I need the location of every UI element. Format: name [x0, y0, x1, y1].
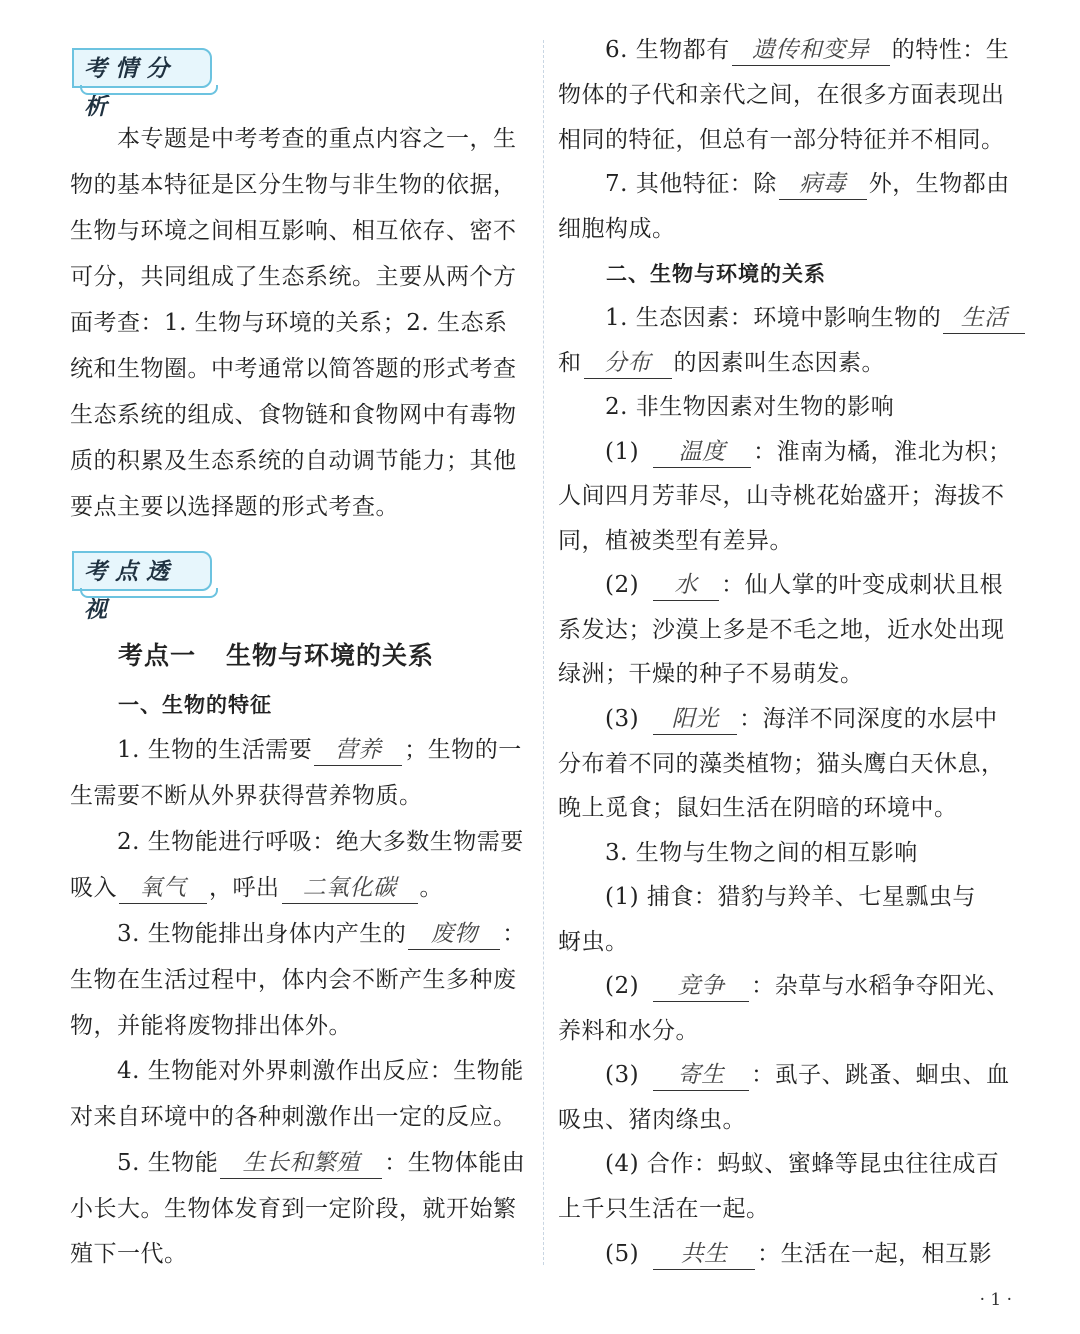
intro-line: 本专题是中考考查的重点内容之一，生: [117, 126, 517, 152]
biotic-5: (5) 共生 ：生活在一起，相互影: [558, 1231, 992, 1277]
topic-label: 考点一: [118, 641, 197, 670]
answer-blank: 水: [653, 570, 719, 601]
factor-1-line2: 和 分布 的因素叫生态因素。: [558, 340, 885, 386]
item-3: 3. 生物能排出身体内产生的 废物 ：: [70, 911, 526, 957]
biotic-1: (1) 捕食：猎豹与羚羊、七星瓢虫与: [605, 884, 976, 910]
intro-line: 面考查：1. 生物与环境的关系；2. 生态系: [70, 310, 508, 336]
item-3-line3: 物，并能将废物排出体外。: [70, 1013, 352, 1039]
answer-blank: 废物: [408, 919, 500, 950]
item-5: 5. 生物能 生长和繁殖 ：生物体能由: [70, 1140, 525, 1186]
biotic-1-line2: 蚜虫。: [558, 929, 629, 955]
item-2-line2: 吸入 氧气 ，呼出 二氧化碳 。: [70, 865, 443, 911]
biotic-2-line2: 养料和水分。: [558, 1018, 699, 1044]
item-6-line2: 物体的子代和亲代之间，在很多方面表现出: [558, 82, 1005, 108]
item-4-line2: 对来自环境中的各种刺激作出一定的反应。: [70, 1104, 517, 1130]
answer-blank: 分布: [584, 348, 672, 379]
section-banner-analysis: 考情分析: [72, 48, 212, 88]
biotic-4-line2: 上千只生活在一起。: [558, 1196, 770, 1222]
page-number: · 1 ·: [979, 1290, 1012, 1310]
item-6: 6. 生物都有 遗传和变异 的特性：生: [558, 27, 1009, 73]
item-1-line2: 生需要不断从外界获得营养物质。: [70, 783, 423, 809]
item-6-line3: 相同的特征，但总有一部分特征并不相同。: [558, 127, 1005, 153]
abiotic-2-line3: 绿洲；干燥的种子不易萌发。: [558, 661, 864, 687]
intro-line: 质的积累及生态系统的自动调节能力；其他: [70, 448, 517, 474]
intro-line: 生态系统的组成、食物链和食物网中有毒物: [70, 402, 517, 428]
factor-1: 1. 生态因素：环境中影响生物的 生活: [558, 295, 1027, 341]
section-heading: 一、生物的特征: [118, 693, 272, 717]
answer-blank: 遗传和变异: [732, 35, 890, 66]
biotic-2: (2) 竞争 ：杂草与水稻争夺阳光、: [558, 963, 1010, 1009]
answer-blank: 阳光: [653, 704, 737, 735]
abiotic-3: (3) 阳光 ：海洋不同深度的水层中: [558, 696, 998, 742]
abiotic-1-line3: 同，植被类型有差异。: [558, 528, 793, 554]
item-4: 4. 生物能对外界刺激作出反应：生物能: [117, 1058, 524, 1084]
item-7-line2: 细胞构成。: [558, 216, 676, 242]
answer-blank: 氧气: [119, 873, 207, 904]
topic-title: 生物与环境的关系: [226, 641, 435, 670]
answer-blank: 病毒: [779, 169, 867, 200]
item-5-line2: 小长大。生物体发育到一定阶段，就开始繁: [70, 1196, 517, 1222]
section-heading: 二、生物与环境的关系: [606, 262, 826, 286]
abiotic-3-line3: 晚上觅食；鼠妇生活在阴暗的环境中。: [558, 795, 958, 821]
intro-line: 物的基本特征是区分生物与非生物的依据，: [70, 172, 517, 198]
biotic-heading: 3. 生物与生物之间的相互影响: [605, 840, 918, 866]
answer-blank: 生长和繁殖: [220, 1148, 382, 1179]
abiotic-1-line2: 人间四月芳菲尽，山寺桃花始盛开；海拔不: [558, 483, 1005, 509]
column-divider: [543, 40, 544, 1265]
factor-2: 2. 非生物因素对生物的影响: [605, 394, 895, 420]
answer-blank: 共生: [653, 1239, 755, 1270]
biotic-3: (3) 寄生 ：虱子、跳蚤、蛔虫、血: [558, 1052, 1010, 1098]
intro-line: 要点主要以选择题的形式考查。: [70, 494, 399, 520]
answer-blank: 温度: [653, 437, 751, 468]
item-7: 7. 其他特征：除 病毒 外，生物都由: [558, 161, 1010, 207]
abiotic-2: (2) 水 ：仙人掌的叶变成刺状且根: [558, 562, 1003, 608]
topic-heading: [118, 636, 434, 672]
answer-blank: 营养: [314, 735, 402, 766]
item-3-line2: 生物在生活过程中，体内会不断产生多种废: [70, 967, 517, 993]
biotic-4: (4) 合作：蚂蚁、蜜蜂等昆虫往往成百: [605, 1151, 1000, 1177]
intro-line: 生物与环境之间相互影响、相互依存、密不: [70, 218, 517, 244]
intro-line: 可分，共同组成了生态系统。主要从两个方: [70, 264, 517, 290]
answer-blank: 寄生: [653, 1060, 749, 1091]
answer-blank: 生活: [943, 303, 1025, 334]
section-banner-points: 考点透视: [72, 551, 212, 591]
item-5-line3: 殖下一代。: [70, 1241, 188, 1267]
answer-blank: 二氧化碳: [282, 873, 418, 904]
biotic-3-line2: 吸虫、猪肉绦虫。: [558, 1107, 746, 1133]
abiotic-1: (1) 温度 ：淮南为橘，淮北为枳；: [558, 429, 1012, 475]
abiotic-2-line2: 系发达；沙漠上多是不毛之地，近水处出现: [558, 617, 1005, 643]
abiotic-3-line2: 分布着不同的藻类植物；猫头鹰白天休息，: [558, 751, 1005, 777]
answer-blank: 竞争: [653, 971, 749, 1002]
item-2: 2. 生物能进行呼吸：绝大多数生物需要: [117, 829, 524, 855]
item-1: 1. 生物的生活需要 营养 ；生物的一: [70, 727, 522, 773]
intro-line: 统和生物圈。中考通常以简答题的形式考查: [70, 356, 517, 382]
